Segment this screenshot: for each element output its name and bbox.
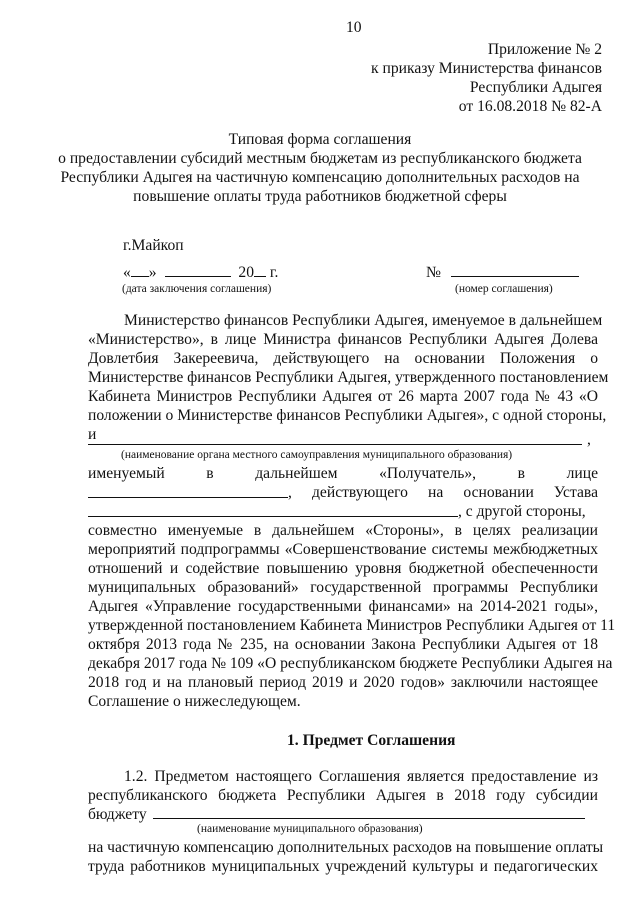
section-1-line-1: 1.2. Предметом настоящего Соглашения является предоставление из — [124, 768, 598, 785]
city: г.Майкоп — [123, 237, 184, 254]
preamble-line-4: Министерстве финансов Республики Адыгея, утвержденного постановлением — [88, 369, 609, 386]
number-field[interactable] — [426, 263, 579, 282]
title-line-3: Республики Адыгея на частичную компенсацию дополнительных расходов на — [60, 169, 580, 186]
municipality-caption: (наименование муниципального образования) — [197, 823, 423, 835]
preamble-line-12: мероприятий подпрограммы «Совершенствование системы межбюджетных — [88, 541, 598, 558]
date-close-quote: » — [148, 264, 157, 281]
date-open-quote: « — [123, 264, 131, 281]
month-blank[interactable] — [165, 276, 231, 277]
preamble-line-7: и — [88, 426, 97, 443]
section-1-line-3: бюджету — [88, 806, 147, 823]
preamble-line-3: Довлетбия Закереевича, действующего на основании Положения о — [88, 350, 598, 367]
org-name-comma: , — [587, 431, 591, 448]
date-field[interactable] — [123, 263, 278, 282]
year-prefix: 20 — [238, 264, 254, 281]
preamble-line-16: утвержденной постановлением Кабинета Министров Республики Адыгея от 11 — [88, 617, 616, 634]
preamble-line-13: отношений и содействие повышению уровня бюджетной обеспеченности — [88, 560, 598, 577]
representative-blank[interactable] — [88, 497, 288, 498]
number-caption: (номер соглашения) — [455, 283, 553, 295]
preamble-line-15: Адыгея «Управление государственными финансами» на 2014-2021 годы», — [88, 598, 598, 615]
charter-blank[interactable] — [88, 516, 458, 517]
page-number: 10 — [346, 19, 362, 36]
representative-comma: , — [288, 484, 292, 501]
preamble-line-20: Соглашение о нижеследующем. — [88, 693, 301, 710]
title-line-4: повышение оплаты труда работников бюджетной сферы — [133, 188, 507, 205]
municipality-blank[interactable] — [153, 818, 585, 819]
org-name-caption: (наименование органа местного самоуправления муниципального образования) — [121, 449, 513, 461]
number-sign: № — [426, 264, 441, 281]
appendix-line-1: Приложение № 2 — [487, 41, 602, 58]
date-caption: (дата заключения соглашения) — [122, 283, 272, 295]
preamble-line-2: «Министерство», в лице Министра финансов Республики Адыгея Долева — [88, 331, 598, 348]
appendix-line-4: от 16.08.2018 № 82-А — [458, 98, 602, 115]
day-blank[interactable] — [131, 276, 149, 277]
preamble-line-17: октября 2013 года № 235, на основании Закона Республики Адыгея от 18 — [88, 636, 598, 653]
preamble-line-11: совместно именуемые в дальнейшем «Стороны», в целях реализации — [88, 522, 598, 539]
preamble-line-10: , с другой стороны, — [458, 503, 586, 520]
preamble-line-14: муниципальных образований» государственной программы Республики — [88, 579, 598, 596]
year-suffix: г. — [269, 264, 279, 281]
org-name-blank[interactable] — [88, 444, 582, 445]
preamble-line-9: действующего на основании Устава — [312, 484, 598, 501]
section-1-line-2: республиканского бюджета Республики Адыгея в 2018 году субсидии — [88, 787, 598, 804]
preamble-line-1: Министерство финансов Республики Адыгея, именуемое в дальнейшем — [124, 312, 603, 329]
preamble-line-6: положении о Министерстве финансов Республики Адыгея», с одной стороны, — [88, 407, 607, 424]
appendix-line-2: к приказу Министерства финансов — [371, 60, 602, 77]
number-blank[interactable] — [451, 276, 579, 277]
title-line-2: о предоставлении субсидий местным бюджетам из республиканского бюджета — [58, 150, 582, 167]
title-line-1: Типовая форма соглашения — [228, 131, 412, 148]
appendix-line-3: Республики Адыгея — [469, 79, 602, 96]
section-1-line-4: на частичную компенсацию дополнительных расходов на повышение оплаты — [88, 839, 604, 856]
year-blank[interactable] — [254, 276, 266, 277]
section-1-heading: 1. Предмет Соглашения — [287, 732, 456, 749]
preamble-line-5: Кабинета Министров Республики Адыгея от 26 марта 2007 года № 43 «О — [88, 388, 598, 405]
preamble-line-18: декабря 2017 года № 109 «О республиканском бюджете Республики Адыгея на — [88, 655, 613, 672]
preamble-line-19: 2018 год и на плановый период 2019 и 2020 годов» заключили настоящее — [88, 674, 598, 691]
preamble-line-8: именуемый в дальнейшем «Получатель», в лице — [88, 465, 598, 482]
section-1-line-5: труда работников муниципальных учреждений культуры и педагогических — [88, 858, 598, 875]
